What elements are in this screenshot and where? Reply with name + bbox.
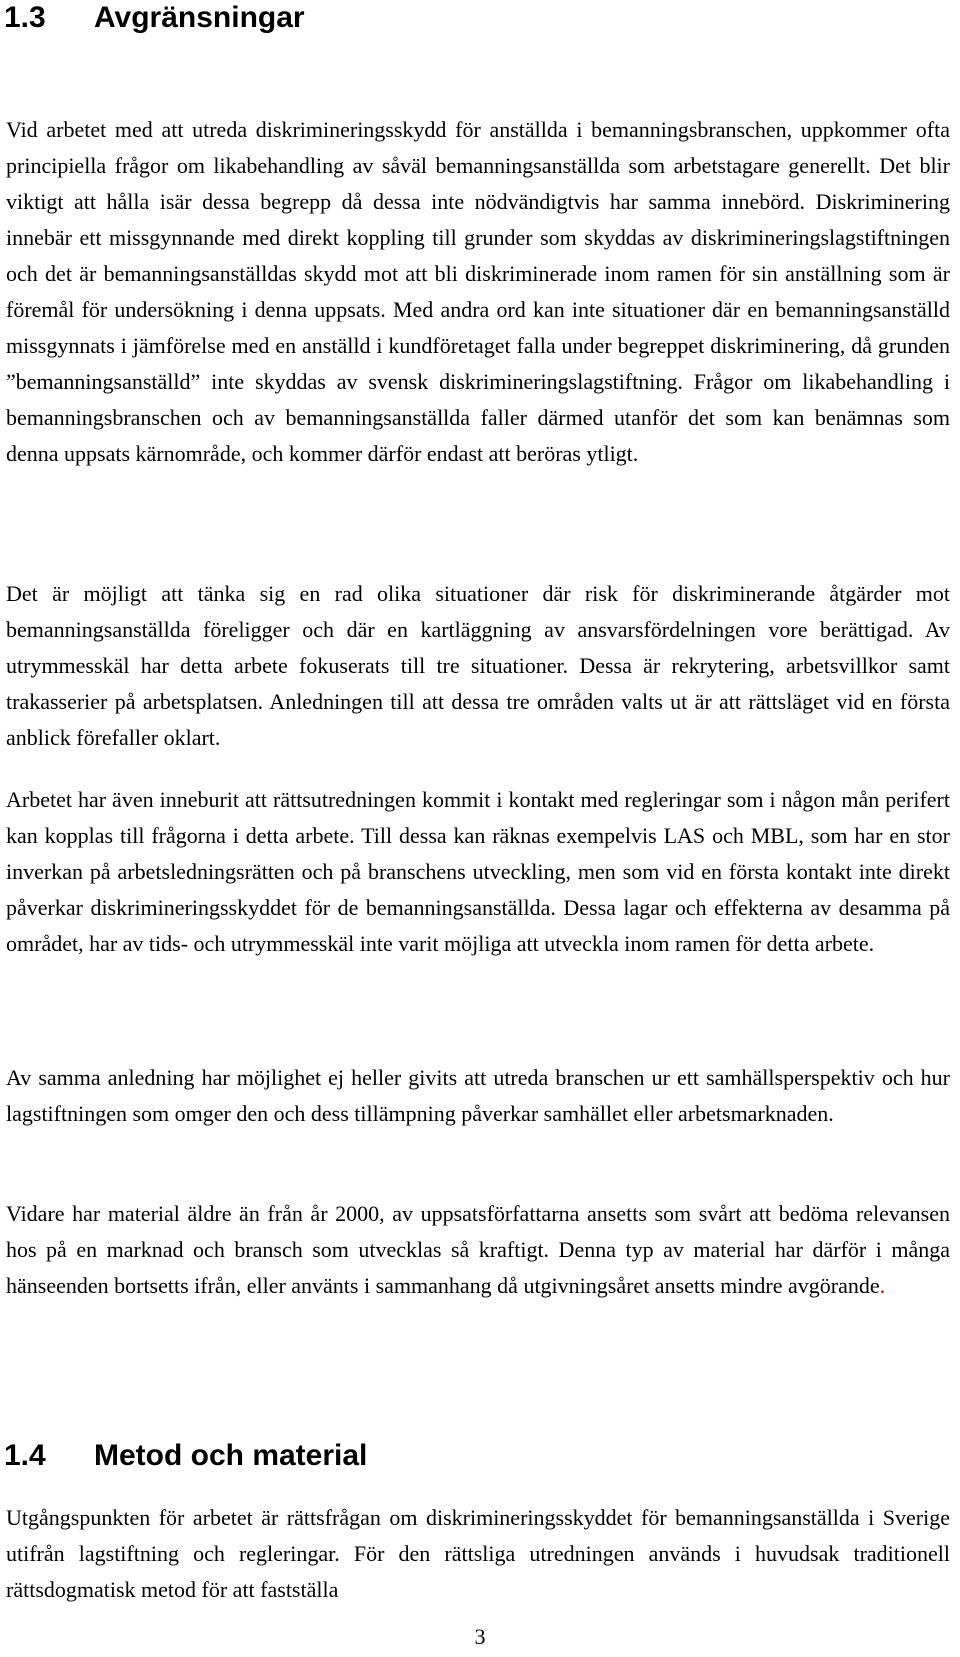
section-heading-1-3 [4, 0, 305, 36]
section-title: Avgränsningar [94, 1, 305, 34]
paragraph [6, 1196, 950, 1304]
paragraph: Utgångspunkten för arbetet är rättsfrågan om diskrimineringsskyddet för bemanningsanställda i Sverige utifrån lagstiftning och regleringar. För den rättsliga utredningen används i huvudsak traditionell rättsdogmatisk metod för att fastställa [6, 1505, 950, 1602]
section-number: 1.3 [4, 1, 46, 34]
section-title: Metod och material [94, 1439, 368, 1472]
section-heading-1-4 [4, 1438, 367, 1474]
page-number: 3 [474, 1624, 486, 1649]
paragraph: Vid arbetet med att utreda diskrimineringsskydd för anställda i bemanningsbranschen, uppkommer ofta principiella frågor om likabehandling av såväl bemanningsanställda som arbetstagare generellt. Det blir viktigt att hålla isär dessa begrepp då dessa inte nödvändigtvis har samma innebörd. Diskriminering innebär ett missgynnande med direkt koppling till grunder som skyddas av diskrimineringslagstiftningen och det är bemanningsanställdas skydd mot att bli diskriminerade inom ramen för sin anställning som är föremål för undersökning i denna uppsats. Med andra ord kan inte situationer där en bemanningsanställd missgynnats i jämförelse med en anställd i kundföretaget falla under begreppet diskriminering, då grunden ”bemanningsanställd” inte skyddas av svensk diskrimineringslagstiftning. Frågor om likabehandling i bemanningsbranschen och av bemanningsanställda faller därmed utanför det som kan benämnas som denna uppsats kärnområde, och kommer därför endast att beröras ytligt. [6, 117, 950, 466]
paragraph: Av samma anledning har möjlighet ej heller givits att utreda branschen ur ett samhällsperspektiv och hur lagstiftningen som omger den och dess tillämpning påverkar samhället eller arbetsmarknaden. [6, 1065, 950, 1126]
trailing-mark: . [879, 1273, 886, 1298]
paragraph-text: Vidare har material äldre än från år 2000, av uppsatsförfattarna ansetts som svårt att bedöma relevansen hos på en marknad och bransch som utvecklas så kraftigt. Denna typ av material har därför i många hänseenden bortsetts ifrån, eller använts i sammanhang då utgivningsåret ansetts mindre avgörande [6, 1201, 950, 1298]
section-number: 1.4 [4, 1439, 46, 1472]
paragraph: Arbetet har även inneburit att rättsutredningen kommit i kontakt med regleringar som i någon mån perifert kan kopplas till frågorna i detta arbete. Till dessa kan räknas exempelvis LAS och MBL, som har en stor inverkan på arbetsledningsrätten och på branschens utveckling, men som vid en första kontakt inte direkt påverkar diskrimineringsskyddet för de bemanningsanställda. Dessa lagar och effekterna av desamma på området, har av tids- och utrymmesskäl inte varit möjliga att utveckla inom ramen för detta arbete. [6, 787, 950, 956]
paragraph: Det är möjligt att tänka sig en rad olika situationer där risk för diskriminerande åtgärder mot bemanningsanställda föreligger och där en kartläggning av ansvarsfördelningen vore berättigad. Av utrymmesskäl har detta arbete fokuserats till tre situationer. Dessa är rekrytering, arbetsvillkor samt trakasserier på arbetsplatsen. Anledningen till att dessa tre områden valts ut är att rättsläget vid en första anblick förefaller oklart. [6, 581, 950, 750]
